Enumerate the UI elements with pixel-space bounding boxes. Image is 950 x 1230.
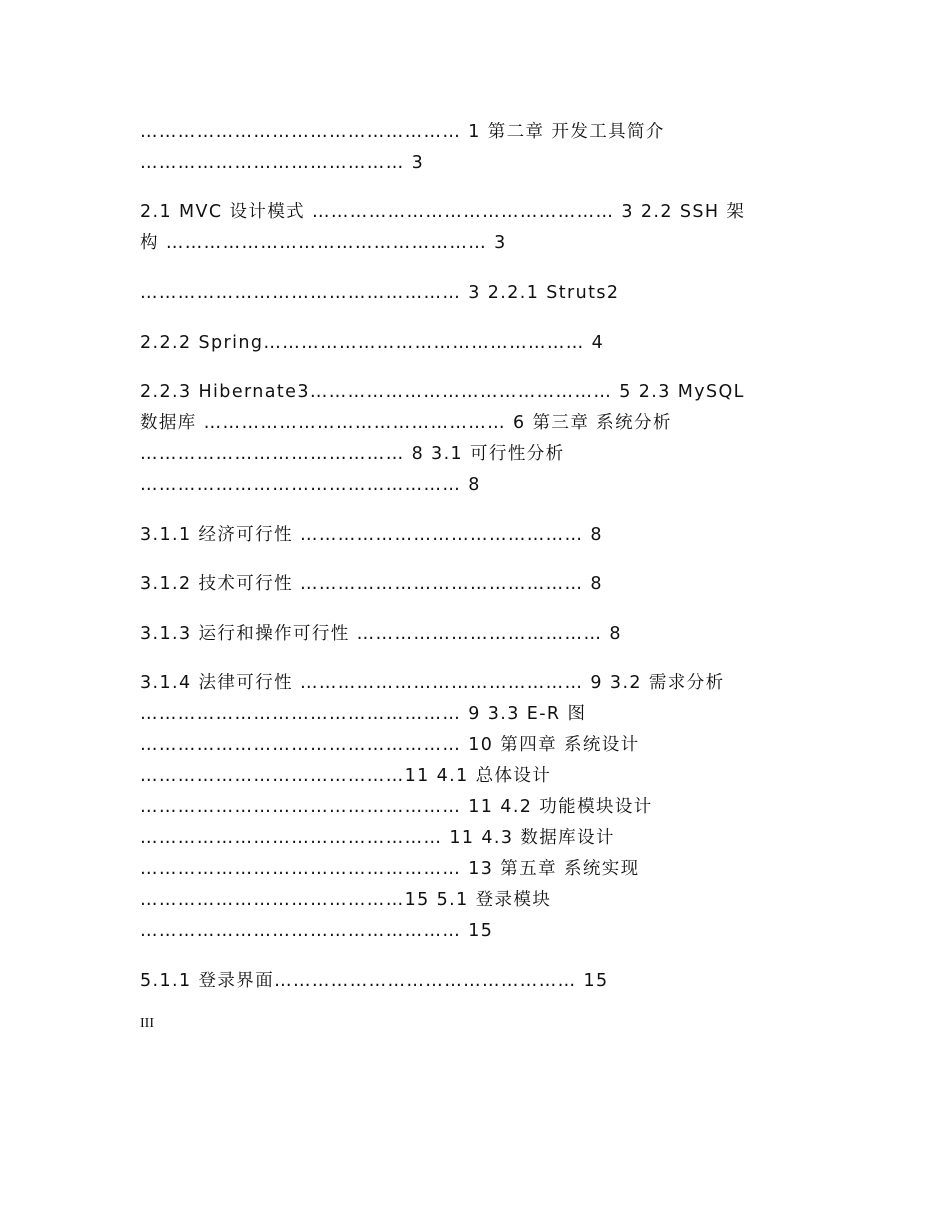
page-number: III	[140, 1016, 154, 1031]
toc-line: ……………………………………15 5.1 登录模块	[140, 890, 552, 910]
toc-line: …………………………………………… 11 4.2 功能模块设计	[140, 797, 653, 817]
toc-line: 3.1.4 法律可行性 ……………………………………… 9 3.2 需求分析	[140, 673, 725, 693]
toc-line: …………………………………… 8 3.1 可行性分析	[140, 444, 565, 464]
toc-line: 2.1 MVC 设计模式 ………………………………………… 3 2.2 SSH 架	[140, 202, 746, 222]
toc-line: …………………………………… 3	[140, 153, 425, 173]
toc-line: ……………………………………11 4.1 总体设计	[140, 766, 552, 786]
toc-line: 3.1.1 经济可行性 ……………………………………… 8	[140, 525, 603, 545]
toc-line: ………………………………………… 11 4.3 数据库设计	[140, 828, 615, 848]
toc-line: …………………………………………… 15	[140, 921, 494, 941]
toc-line: …………………………………………… 3 2.2.1 Struts2	[140, 283, 620, 303]
toc-line: 2.2.3 Hibernate3………………………………………… 5 2.3 MySQL	[140, 382, 745, 402]
toc-line: 3.1.3 运行和操作可行性 ………………………………… 8	[140, 624, 622, 644]
toc-line: 2.2.2 Spring…………………………………………… 4	[140, 333, 605, 353]
toc-line: …………………………………………… 10 第四章 系统设计	[140, 735, 640, 755]
toc-line: …………………………………………… 8	[140, 475, 481, 495]
toc-line: …………………………………………… 13 第五章 系统实现	[140, 859, 640, 879]
toc-line: 3.1.2 技术可行性 ……………………………………… 8	[140, 574, 603, 594]
toc-line: 构 …………………………………………… 3	[140, 233, 507, 253]
toc-line: 5.1.1 登录界面………………………………………… 15	[140, 971, 609, 991]
toc-line: 数据库 ………………………………………… 6 第三章 系统分析	[140, 413, 672, 433]
toc-line: …………………………………………… 9 3.3 E-R 图	[140, 704, 587, 724]
toc-line: …………………………………………… 1 第二章 开发工具简介	[140, 122, 665, 142]
